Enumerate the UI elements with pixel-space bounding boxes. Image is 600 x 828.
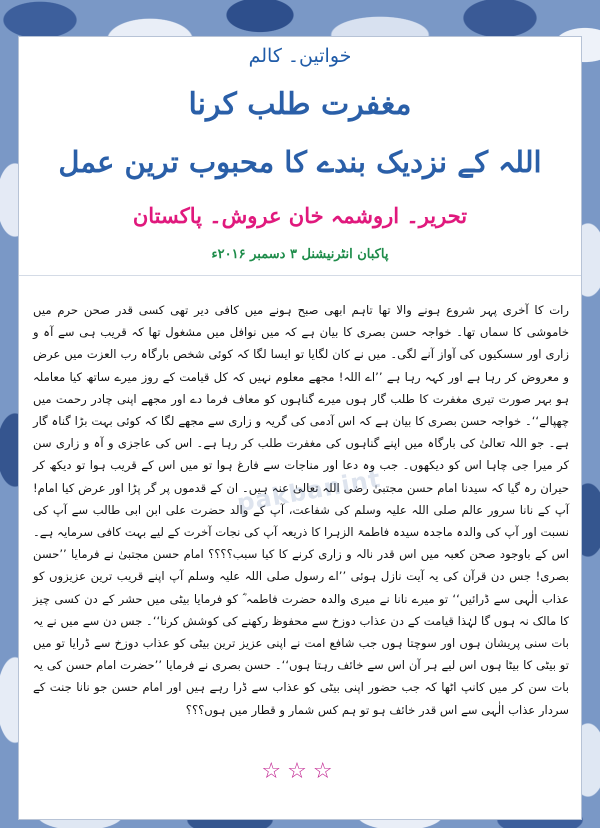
article-header — [19, 37, 581, 275]
column-label: خواتین۔ کالم — [248, 45, 352, 67]
publication-info: پاکبان انٹرنیشنل ۳ دسمبر ۲۰۱۶ء — [211, 247, 389, 262]
article-title: مغفرت طلب کرنا — [188, 87, 412, 122]
article-page — [18, 36, 582, 820]
author-byline: تحریر۔ اروشمہ خان عروش۔ پاکستان — [132, 203, 468, 228]
article-subtitle: اللہ کے نزدیک بندے کا محبوب ترین عمل — [58, 145, 542, 179]
end-separator-stars: ☆☆☆ — [261, 759, 339, 784]
article-body: رات کا آخری پہر شروع ہونے والا تھا تاہم ابھی صبح ہونے میں کافی دیر تھی کسی قدر صحن حرم میں خاموشی کا سماں تھا۔ خواجہ حسن بصری کا بیان ہے کہ میں نوافل میں مشغول تھا کہ قریب ہی سے آہ و زاری اور سسکیوں کی آواز آنے لگی۔ میں نے کان لگایا تو ایسا لگا کہ کوئی شخص بارگاہ رب العزت میں عرض و معروض کر رہا ہے اور کہہ رہا ہے ’’اے اللہ! مجھے معلوم نہیں کہ کل قیامت کے روز میرے ساتھ کیا معاملہ ہو بہر صورت تیری مغفرت کا طلب گار ہوں میرے گناہوں کو معاف فرما دے اور مجھے اپنی چادر رحمت میں چھپالے‘‘۔ خواجہ حسن بصری کا بیان ہے کہ اس آدمی کی گریہ و زاری سے مجھے لگا کہ کوئی بہت بڑا گناہ گار ہے۔ جو اللہ تعالیٰ کی بارگاہ میں اپنے گناہوں کی مغفرت طلب کر رہا ہے۔ اس کی عاجزی و آہ و زاری سن کر میرا جی چاہا اس کو دیکھوں۔ جب وہ دعا اور مناجات سے فارغ ہوا تو میں اس کے قریب ہوا تو دیکھ کر حیران رہ گیا کہ سیدنا امام حسن مجتبیٰ رضی اللہ تعالیٰ عنہ ہیں۔ ان کے قدموں پر گر پڑا اور عرض کیا امام! آپ کے نانا سرور عالم صلی اللہ علیہ وسلم کی شفاعت، آپ کے والد حضرت علی ابن ابی طالب سے آپ کی نسبت اور آپ کی والدہ ماجدہ سیدہ فاطمۃ الزہرا کا ذریعہ آپ کی نجات آخرت کے لیے بہت کافی سرمایہ ہے۔ اس کے باوجود صحن کعبہ میں اس قدر نالہ و زاری کرنے کا کیا سبب؟؟؟؟ امام حسن مجتبیٰ نے فرمایا ’’حسن بصری! جس دن قرآن کی یہ آیت نازل ہوئی ’’اے رسول صلی اللہ علیہ وسلم آپ اپنے قریب ترین عزیزوں کو عذاب الٰہی سے ڈرائیں‘‘ تو میرے نانا نے میری والدہ حضرت فاطمہ ؓ کو فرمایا بیٹی میں حشر کے دن کسی چیز کا مالک نہ ہوں گا لہٰذا قیامت کے دن عذاب دوزخ سے محفوظ رکھنے کی کوشش کرنا‘‘۔ جس دن سے میں نے یہ بات سنی پریشان ہوں اور سوچتا ہوں جب شافع امت نے اپنی عزیز ترین بیٹی کو عذاب دوزخ سے ڈرایا تو میں تو بیٹی کا بیٹا ہوں اس لیے ہر آن اس سے خائف رہتا ہوں‘‘۔ حسن بصری نے فرمایا ’’حضرت امام حسن کی یہ بات سن کر میں کانپ اٹھا کہ جب حضور اپنی بیٹی کو عذاب سے ڈرا رہے ہیں اور امام حسن جو نانا جنت کے سردار عذاب الٰہی سے اس قدر خائف ہو تو ہم کس شمار و قطار میں ہوں؟؟؟ — [33, 303, 569, 717]
watermark: pakbanint — [234, 464, 384, 518]
header-divider — [19, 275, 581, 276]
